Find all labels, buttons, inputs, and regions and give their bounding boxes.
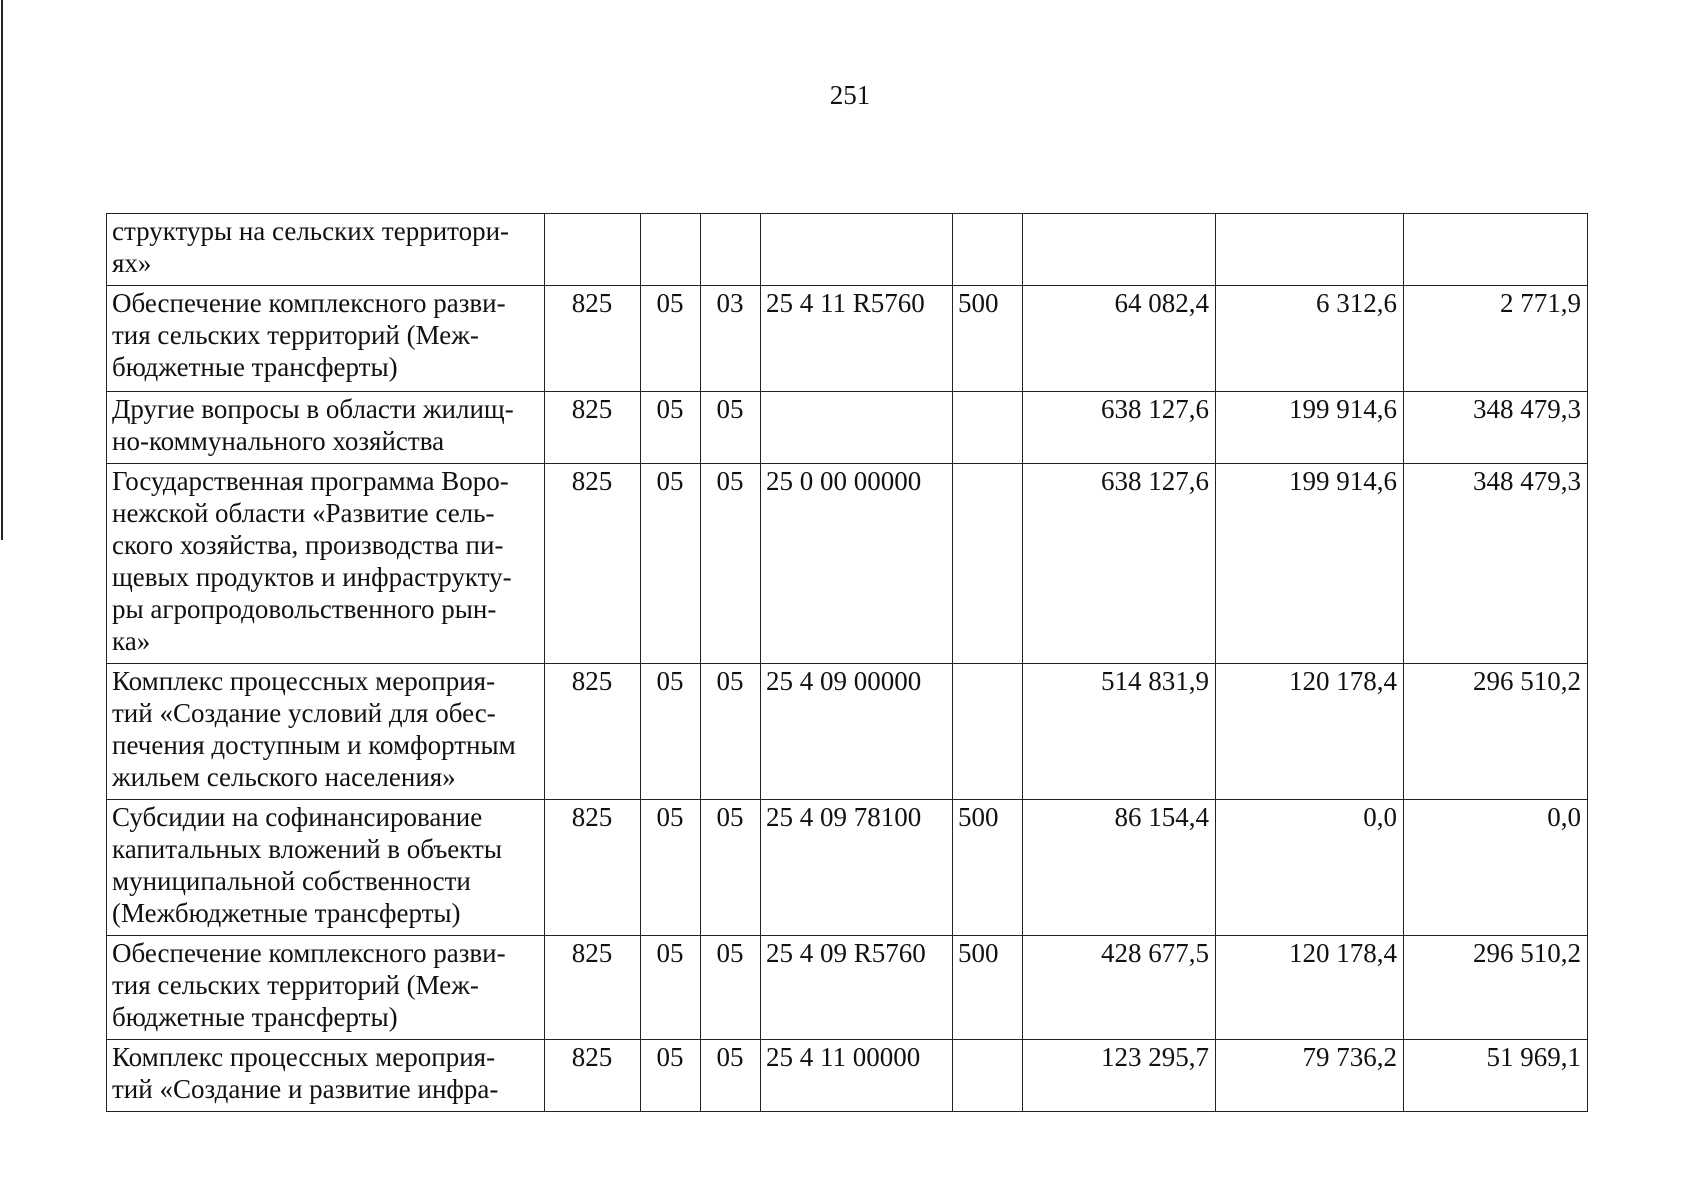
amount-2-cell: 199 914,6 <box>1216 464 1404 664</box>
item-name-line: Субсидии на софинансирование <box>112 802 483 832</box>
item-name-line: ского хозяйства, производства пи- <box>112 530 504 560</box>
amount-1-cell: 123 295,7 <box>1023 1040 1216 1112</box>
amount-3-cell: 51 969,1 <box>1404 1040 1588 1112</box>
admin-code-cell: 825 <box>545 464 641 664</box>
budget-table <box>106 213 1588 1112</box>
target-article-cell: 25 4 11 00000 <box>761 1040 953 1112</box>
item-name-line: ры агропродовольственного рын- <box>112 594 497 624</box>
section-code-cell: 05 <box>641 664 701 800</box>
item-name-line: жильем сельского населения» <box>112 762 456 792</box>
budget-table-body <box>107 214 1588 1112</box>
item-name-line: щевых продуктов и инфраструкту- <box>112 562 512 592</box>
item-name-line: (Межбюджетные трансферты) <box>112 898 461 928</box>
page-number: 251 <box>829 80 871 110</box>
item-name-line: тия сельских территорий (Меж- <box>112 970 479 1000</box>
target-article-cell: 25 4 09 R5760 <box>761 936 953 1040</box>
admin-code-cell: 825 <box>545 1040 641 1112</box>
expense-type-cell <box>953 392 1023 464</box>
item-name-line: но-коммунального хозяйства <box>112 426 445 456</box>
section-code-cell: 05 <box>641 1040 701 1112</box>
amount-2-cell: 6 312,6 <box>1216 286 1404 392</box>
item-name-cell <box>107 286 545 392</box>
expense-type-cell: 500 <box>953 936 1023 1040</box>
item-name-line: Комплекс процессных мероприя- <box>112 666 496 696</box>
subsection-code-cell: 05 <box>701 1040 761 1112</box>
admin-code-cell <box>545 214 641 286</box>
table-row <box>107 800 1588 936</box>
amount-2-cell: 79 736,2 <box>1216 1040 1404 1112</box>
admin-code-cell: 825 <box>545 936 641 1040</box>
admin-code-cell: 825 <box>545 800 641 936</box>
item-name-line: Обеспечение комплексного разви- <box>112 938 506 968</box>
amount-2-cell <box>1216 214 1404 286</box>
subsection-code-cell: 05 <box>701 664 761 800</box>
section-code-cell: 05 <box>641 392 701 464</box>
amount-1-cell: 514 831,9 <box>1023 664 1216 800</box>
item-name-cell <box>107 1040 545 1112</box>
amount-3-cell: 296 510,2 <box>1404 664 1588 800</box>
item-name-line: тия сельских территорий (Меж- <box>112 320 479 350</box>
admin-code-cell: 825 <box>545 286 641 392</box>
item-name-cell <box>107 936 545 1040</box>
subsection-code-cell: 05 <box>701 464 761 664</box>
item-name-cell <box>107 464 545 664</box>
target-article-cell <box>761 214 953 286</box>
expense-type-cell <box>953 214 1023 286</box>
item-name-line: тий «Создание и развитие инфра- <box>112 1074 499 1104</box>
item-name-line: капитальных вложений в объекты <box>112 834 502 864</box>
item-name-line: муниципальной собственности <box>112 866 471 896</box>
admin-code-cell: 825 <box>545 392 641 464</box>
amount-3-cell: 0,0 <box>1404 800 1588 936</box>
amount-3-cell: 348 479,3 <box>1404 464 1588 664</box>
table-row <box>107 286 1588 392</box>
item-name-line: Другие вопросы в области жилищ- <box>112 394 514 424</box>
subsection-code-cell <box>701 214 761 286</box>
expense-type-cell: 500 <box>953 800 1023 936</box>
target-article-cell: 25 0 00 00000 <box>761 464 953 664</box>
item-name-cell <box>107 800 545 936</box>
amount-3-cell: 296 510,2 <box>1404 936 1588 1040</box>
subsection-code-cell: 03 <box>701 286 761 392</box>
item-name-line: нежской области «Развитие сель- <box>112 498 495 528</box>
section-code-cell: 05 <box>641 464 701 664</box>
item-name-line: печения доступным и комфортным <box>112 730 516 760</box>
item-name-line: Комплекс процессных мероприя- <box>112 1042 496 1072</box>
item-name-line: бюджетные трансферты) <box>112 1002 398 1032</box>
target-article-cell <box>761 392 953 464</box>
item-name-line: бюджетные трансферты) <box>112 352 398 382</box>
target-article-cell: 25 4 11 R5760 <box>761 286 953 392</box>
amount-1-cell: 638 127,6 <box>1023 392 1216 464</box>
item-name-line: ка» <box>112 626 151 656</box>
section-code-cell: 05 <box>641 286 701 392</box>
amount-1-cell: 86 154,4 <box>1023 800 1216 936</box>
amount-2-cell: 120 178,4 <box>1216 936 1404 1040</box>
admin-code-cell: 825 <box>545 664 641 800</box>
amount-3-cell: 348 479,3 <box>1404 392 1588 464</box>
table-row <box>107 936 1588 1040</box>
table-row <box>107 214 1588 286</box>
target-article-cell: 25 4 09 78100 <box>761 800 953 936</box>
section-code-cell: 05 <box>641 800 701 936</box>
item-name-line: Государственная программа Воро- <box>112 466 509 496</box>
amount-1-cell: 638 127,6 <box>1023 464 1216 664</box>
item-name-line: тий «Создание условий для обес- <box>112 698 496 728</box>
table-row <box>107 464 1588 664</box>
table-row <box>107 664 1588 800</box>
target-article-cell: 25 4 09 00000 <box>761 664 953 800</box>
amount-3-cell: 2 771,9 <box>1404 286 1588 392</box>
subsection-code-cell: 05 <box>701 800 761 936</box>
item-name-cell <box>107 214 545 286</box>
expense-type-cell <box>953 1040 1023 1112</box>
expense-type-cell <box>953 664 1023 800</box>
amount-1-cell: 428 677,5 <box>1023 936 1216 1040</box>
subsection-code-cell: 05 <box>701 936 761 1040</box>
item-name-line: ях» <box>112 248 152 278</box>
table-row <box>107 392 1588 464</box>
table-row <box>107 1040 1588 1112</box>
amount-2-cell: 0,0 <box>1216 800 1404 936</box>
section-code-cell <box>641 214 701 286</box>
amount-2-cell: 199 914,6 <box>1216 392 1404 464</box>
expense-type-cell <box>953 464 1023 664</box>
amount-3-cell <box>1404 214 1588 286</box>
expense-type-cell: 500 <box>953 286 1023 392</box>
section-code-cell: 05 <box>641 936 701 1040</box>
item-name-cell <box>107 392 545 464</box>
amount-1-cell <box>1023 214 1216 286</box>
amount-2-cell: 120 178,4 <box>1216 664 1404 800</box>
item-name-line: Обеспечение комплексного разви- <box>112 288 506 318</box>
item-name-line: структуры на сельских территори- <box>112 216 510 246</box>
amount-1-cell: 64 082,4 <box>1023 286 1216 392</box>
item-name-cell <box>107 664 545 800</box>
subsection-code-cell: 05 <box>701 392 761 464</box>
